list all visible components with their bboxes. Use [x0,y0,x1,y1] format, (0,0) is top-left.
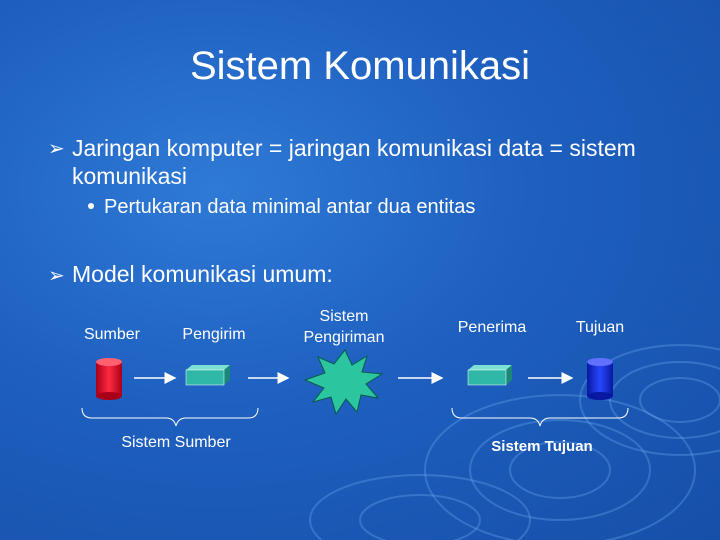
bullet-1-sub-text: Pertukaran data minimal antar dua entitas [104,196,476,218]
arrow-bullet-icon: ➢ [48,138,65,160]
label-pengirim: Pengirim [182,326,246,343]
receiver-box-icon [468,365,512,385]
source-cylinder-icon [96,358,122,400]
label-sistem-pengiriman-2: Pengiriman [303,329,385,346]
bullet-1-text: Jaringan komputer = jaringan komunikasi data = sistem komunikasi [72,135,636,189]
destination-cylinder-icon [587,358,613,400]
destination-system-brace [452,408,628,426]
label-sistem-tujuan: Sistem Tujuan [491,438,593,455]
label-tujuan: Tujuan [575,319,625,336]
transmission-system-burst-icon [305,350,382,414]
label-penerima: Penerima [457,319,527,336]
source-system-brace [82,408,258,426]
arrow-bullet-icon: ➢ [48,265,65,287]
transmitter-box-icon [186,365,230,385]
label-sistem-sumber: Sistem Sumber [121,434,231,451]
label-sistem-pengiriman-1: Sistem [319,308,369,325]
label-sumber: Sumber [83,326,141,343]
page-title: Sistem Komunikasi [189,44,531,88]
bullet-2-text: Model komunikasi umum: [72,261,333,287]
